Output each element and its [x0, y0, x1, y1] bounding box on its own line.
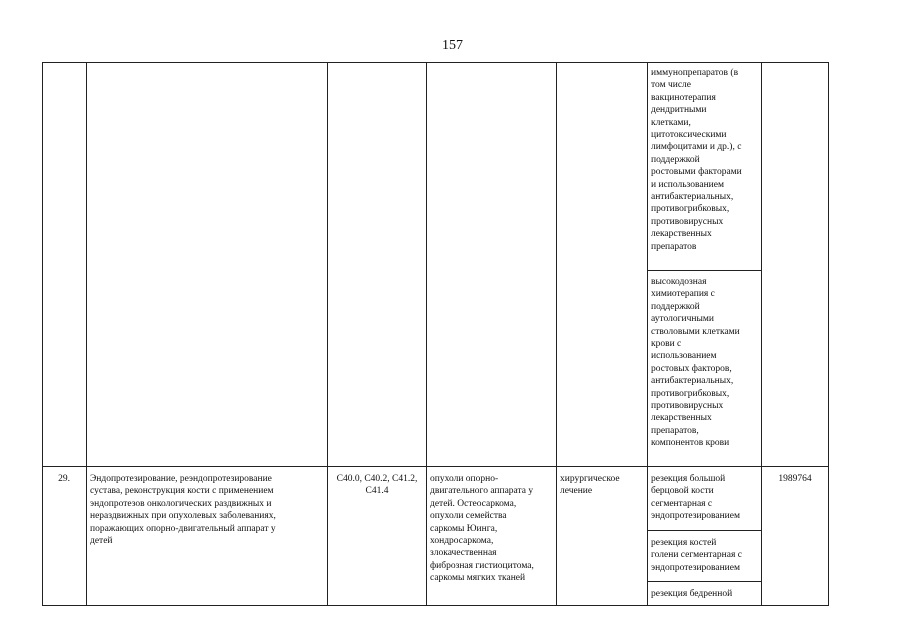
column-divider [556, 62, 557, 606]
treatment-method-cell [651, 276, 759, 450]
cell-line: ростовых факторов, [651, 363, 732, 374]
cell-line: химиотерапия с [651, 289, 715, 300]
cell-line: антибактериальных, [651, 192, 734, 203]
cell-line: цитотоксическими [651, 130, 727, 141]
cell-line: Эндопротезирование, реэндопротезирование [90, 474, 272, 484]
cell-line: опухоли опорно- [430, 474, 499, 484]
treatment-type-cell [560, 473, 646, 498]
treatment-method-cell [651, 588, 759, 600]
cell-line: крови с [651, 339, 682, 350]
table-border-top [42, 62, 829, 63]
column-divider [327, 62, 328, 606]
cell-line: нераздвижных при опухолевых заболеваниях, [90, 511, 276, 522]
patient-model-cell [430, 473, 555, 585]
cell-line: высокодозная [651, 277, 707, 287]
cell-line: хирургическое [560, 474, 620, 484]
cell-line: компонентов крови [651, 438, 730, 449]
cell-line: C41.4 [365, 486, 389, 497]
cell-line: резекция бедренной [651, 589, 733, 599]
cell-line: использованием [651, 351, 717, 362]
row-divider [42, 466, 829, 467]
row-number-cell [43, 473, 85, 485]
cell-line: берцовой кости [651, 486, 714, 497]
cell-line: сегментарная с [651, 498, 713, 509]
cell-line: эндопротезов онкологических раздвижных и [90, 498, 272, 509]
column-divider [86, 62, 87, 606]
care-type-cell [90, 473, 326, 547]
col6-cell-divider [647, 270, 761, 271]
cell-line: сустава, реконструкция кости с применением [90, 486, 274, 497]
cell-line: поддержкой [651, 301, 700, 312]
cell-line: лечение [560, 486, 593, 497]
cell-line: двигательного аппарата у [430, 486, 534, 497]
cell-line: резекция большой [651, 474, 726, 484]
cell-line: противовирусных [651, 401, 724, 412]
cell-line: фиброзная гистиоцитома, [430, 560, 534, 571]
cell-line: детей [90, 536, 113, 547]
cell-line: иммунопрепаратов (в [651, 68, 739, 78]
page-number: 157 [442, 38, 463, 53]
cell-line: хондросаркома, [430, 536, 494, 547]
treatment-method-cell [651, 537, 759, 574]
cell-line: опухоли семейства [430, 511, 507, 522]
cost-value: 1989764 [778, 474, 812, 484]
cell-line: антибактериальных, [651, 376, 734, 387]
cell-line: противовирусных [651, 216, 724, 227]
cell-line: детей. Остеосаркома, [430, 498, 517, 509]
column-divider [426, 62, 427, 606]
cell-line: вакцинотерапия [651, 92, 716, 103]
cell-line: поддержкой [651, 154, 700, 165]
cell-line: том числе [651, 80, 692, 91]
cell-line: дендритными [651, 105, 707, 116]
cell-line: лимфоцитами и др.), с [651, 142, 742, 153]
cell-line: голени сегментарная с [651, 550, 742, 561]
treatment-method-cell [651, 67, 759, 253]
table-border-bottom [42, 605, 829, 606]
column-divider [761, 62, 762, 606]
icd-codes-cell [328, 473, 426, 498]
method-divider [647, 530, 761, 531]
cell-line: саркомы Юинга, [430, 523, 498, 534]
cell-line: стволовыми клетками [651, 326, 740, 337]
cell-line: эндопротезированием [651, 562, 740, 573]
cell-line: препаратов [651, 241, 697, 252]
cell-line: и использованием [651, 179, 724, 190]
cell-line: противогрибковых, [651, 204, 730, 215]
cell-line: аутологичными [651, 314, 714, 325]
cell-line: C40.0, C40.2, C41.2, [336, 474, 418, 484]
method-divider [647, 581, 761, 582]
column-divider [647, 62, 648, 606]
cell-line: резекция костей [651, 538, 717, 548]
cell-line: ростовыми факторами [651, 167, 742, 178]
cell-line: лекарственных [651, 229, 712, 240]
cell-line: саркомы мягких тканей [430, 573, 526, 584]
cell-line: злокачественная [430, 548, 497, 559]
cell-line: противогрибковых, [651, 388, 730, 399]
cell-line: поражающих опорно-двигательный аппарат у [90, 523, 276, 534]
cell-line: клетками, [651, 117, 691, 128]
cell-line: эндопротезированием [651, 511, 740, 522]
cost-cell [762, 473, 828, 485]
row-number: 29. [58, 474, 70, 484]
table-border-left [42, 62, 43, 606]
cell-line: лекарственных [651, 413, 712, 424]
table-border-right [828, 62, 829, 606]
treatment-method-cell [651, 473, 759, 523]
cell-line: препаратов, [651, 425, 699, 436]
